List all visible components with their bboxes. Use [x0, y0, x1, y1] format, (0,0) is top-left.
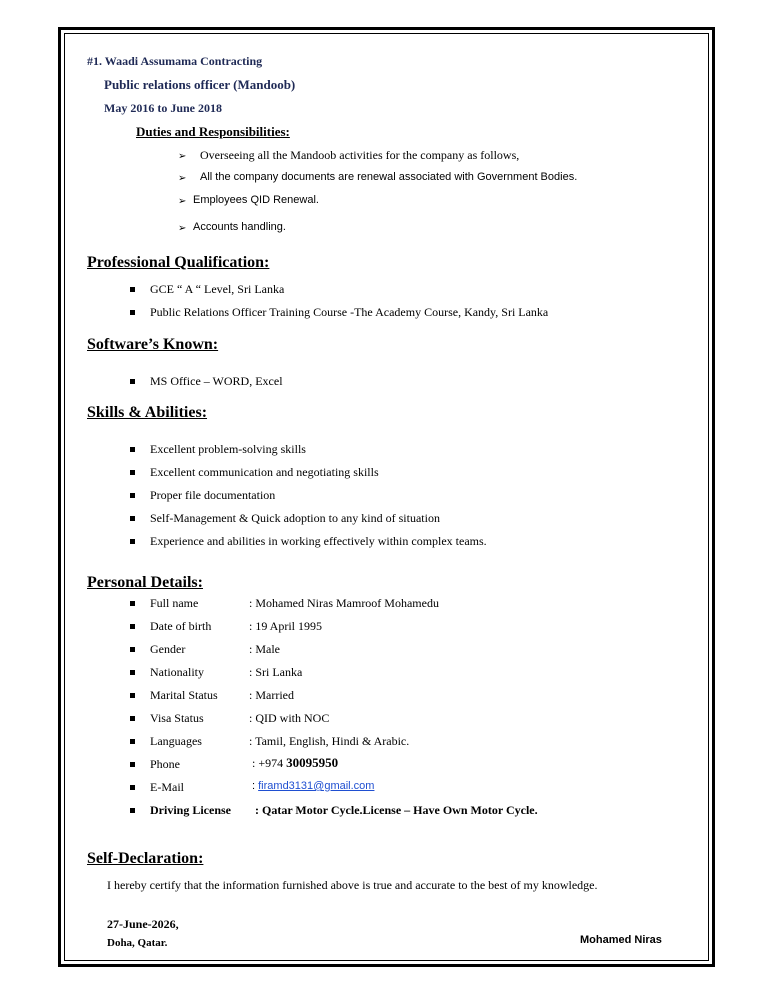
skill-item: Self-Management & Quick adoption to any kind of situation [150, 511, 440, 525]
arrow-bullet-icon: ➢ [178, 196, 187, 207]
phone-label: Phone [150, 757, 180, 771]
square-bullet-icon [130, 539, 135, 544]
square-bullet-icon [130, 785, 135, 790]
arrow-bullet-icon: ➢ [178, 173, 187, 184]
detail-label: Languages [150, 734, 202, 748]
square-bullet-icon [130, 310, 135, 315]
email-label: E-Mail [150, 780, 184, 794]
skill-item: Proper file documentation [150, 488, 276, 502]
skill-item: Experience and abilities in working effectively within complex teams. [150, 534, 487, 548]
detail-value: : Male [249, 642, 280, 656]
job-heading: #1. Waadi Assumama Contracting [87, 54, 263, 68]
square-bullet-icon [130, 470, 135, 475]
detail-value: : Tamil, English, Hindi & Arabic. [249, 734, 410, 748]
square-bullet-icon [130, 808, 135, 813]
square-bullet-icon [130, 287, 135, 292]
square-bullet-icon [130, 693, 135, 698]
square-bullet-icon [130, 379, 135, 384]
email-link[interactable]: firamd3131@gmail.com [258, 780, 375, 792]
detail-value: : Sri Lanka [249, 665, 303, 679]
license-label: Driving License [150, 803, 231, 817]
duties-heading: Duties and Responsibilities: [136, 124, 290, 139]
software-item: MS Office – WORD, Excel [150, 374, 283, 388]
skill-item: Excellent problem-solving skills [150, 442, 306, 456]
square-bullet-icon [130, 670, 135, 675]
qualification-item: Public Relations Officer Training Course -The Academy Course, Kandy, Sri Lanka [150, 305, 549, 319]
detail-label: Marital Status [150, 688, 218, 702]
square-bullet-icon [130, 601, 135, 606]
detail-value: : Mohamed Niras Mamroof Mohamedu [249, 596, 439, 610]
detail-value: : QID with NOC [249, 711, 330, 725]
license-value: : Qatar Motor Cycle.License – Have Own Motor Cycle. [255, 803, 538, 817]
square-bullet-icon [130, 447, 135, 452]
declaration-date: 27-June-2026, [107, 917, 179, 931]
job-title: Public relations officer (Mandoob) [104, 77, 296, 92]
email-value [252, 780, 374, 792]
personal-heading: Personal Details: [87, 574, 203, 591]
duty-item: All the company documents are renewal associated with Government Bodies. [200, 171, 578, 183]
email-prefix: : [252, 780, 259, 792]
detail-label: Full name [150, 596, 199, 610]
software-heading: Software’s Known: [87, 336, 219, 353]
detail-value: : Married [249, 688, 294, 702]
signature-name: Mohamed Niras [580, 934, 662, 946]
phone-prefix: : +974 [252, 756, 287, 770]
square-bullet-icon [130, 739, 135, 744]
square-bullet-icon [130, 624, 135, 629]
detail-label: Gender [150, 642, 186, 656]
skill-item: Excellent communication and negotiating skills [150, 465, 379, 479]
detail-value: : 19 April 1995 [249, 619, 323, 633]
square-bullet-icon [130, 647, 135, 652]
arrow-bullet-icon: ➢ [178, 223, 187, 234]
square-bullet-icon [130, 516, 135, 521]
phone-value [252, 755, 338, 771]
declaration-place: Doha, Qatar. [107, 937, 168, 949]
detail-label: Visa Status [150, 711, 204, 725]
arrow-bullet-icon: ➢ [178, 151, 187, 162]
duty-item: Overseeing all the Mandoob activities for the company as follows, [200, 148, 520, 162]
declaration-heading: Self-Declaration: [87, 850, 204, 867]
job-period: May 2016 to June 2018 [104, 101, 222, 115]
phone-number: 30095950 [286, 755, 339, 770]
duty-item: Accounts handling. [193, 221, 286, 233]
detail-label: Nationality [150, 665, 204, 679]
declaration-text: I hereby certify that the information furnished above is true and accurate to the best of my knowledge. [107, 878, 598, 892]
square-bullet-icon [130, 716, 135, 721]
duty-item: Employees QID Renewal. [193, 194, 319, 206]
square-bullet-icon [130, 762, 135, 767]
square-bullet-icon [130, 493, 135, 498]
qualification-item: GCE “ A “ Level, Sri Lanka [150, 282, 285, 296]
qualification-heading: Professional Qualification: [87, 254, 270, 271]
skills-heading: Skills & Abilities: [87, 404, 208, 421]
detail-label: Date of birth [150, 619, 212, 633]
